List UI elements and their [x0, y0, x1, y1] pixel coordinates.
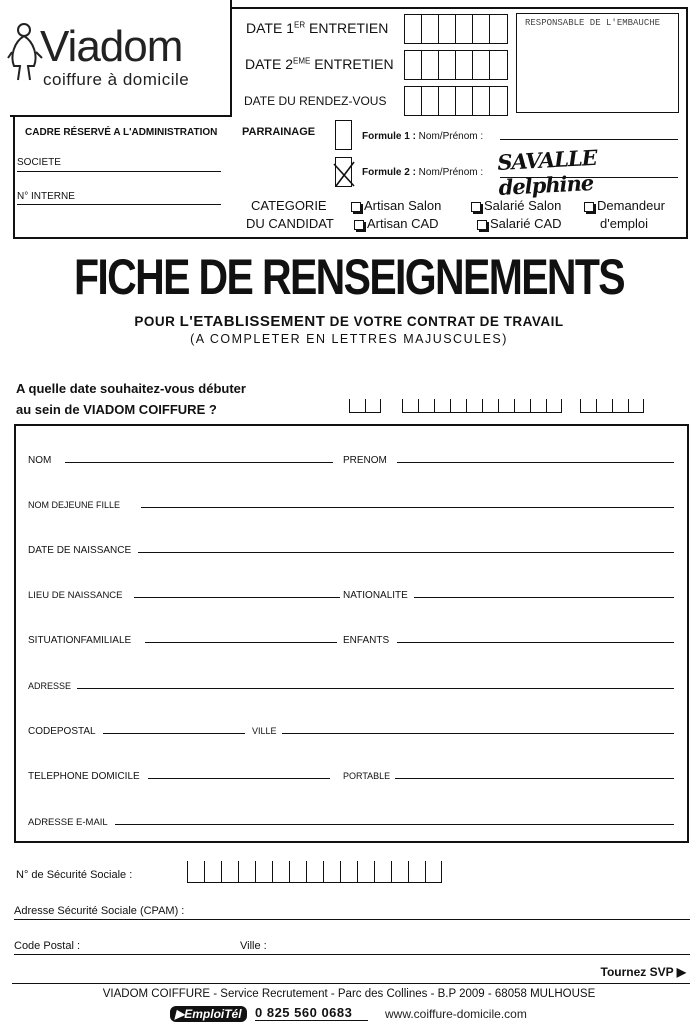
code-postal-label: CODEPOSTAL	[28, 726, 96, 737]
page-subtitle: POUR L'ETABLISSEMENT DE VOTRE CONTRAT DE TRAVAIL	[134, 313, 564, 330]
enfants-label: ENFANTS	[343, 635, 390, 646]
footer-phone: 0 825 560 0683	[255, 1005, 353, 1020]
responsable-box[interactable]	[516, 13, 679, 113]
start-year-boxes[interactable]	[580, 385, 644, 413]
date-naissance-label: DATE DE NAISSANCE	[28, 545, 132, 556]
societe-field[interactable]	[17, 171, 221, 172]
responsable-label: RESPONSABLE DE L'EMBAUCHE	[525, 18, 661, 28]
prenom-label: PRENOM	[343, 455, 387, 466]
checkbox-icon	[354, 220, 364, 230]
page-subtitle-note: (A COMPLETER EN LETTRES MAJUSCULES)	[190, 332, 508, 346]
logo-figure-icon	[6, 22, 44, 82]
prenom-field[interactable]	[397, 462, 674, 463]
phone-underline	[255, 1020, 368, 1021]
footer-website: www.coiffure-domicile.com	[385, 1007, 527, 1021]
societe-label: SOCIETE	[17, 157, 61, 168]
ville-label: VILLE	[252, 726, 277, 736]
checkbox-icon	[471, 202, 481, 212]
secu-number-boxes[interactable]	[187, 861, 442, 883]
formule1-field[interactable]	[500, 139, 678, 140]
email-field[interactable]	[115, 824, 674, 825]
portable-label: PORTABLE	[343, 771, 391, 781]
logo-tagline: coiffure à domicile	[43, 70, 190, 89]
footer-address: VIADOM COIFFURE - Service Recrutement - Parc des Collines - B.P 2009 - 68058 MULHOUSE	[102, 988, 596, 1000]
formule2-label: Formule 2 : Nom/Prénom :	[362, 167, 484, 178]
adresse-secu-label: Adresse Sécurité Sociale (CPAM) :	[14, 905, 185, 917]
categorie-label: CATEGORIE	[251, 198, 327, 213]
start-question-line2: au sein de VIADOM COIFFURE ?	[16, 402, 217, 417]
footer-divider	[12, 983, 690, 984]
date-naissance-field[interactable]	[138, 552, 674, 553]
start-question-line1: A quelle date souhaitez-vous débuter	[16, 381, 246, 396]
nationalite-field[interactable]	[414, 597, 674, 598]
checkbox-icon	[584, 202, 594, 212]
date-rdv-boxes[interactable]	[404, 86, 508, 116]
code-postal-field[interactable]	[103, 733, 245, 734]
date1-label: DATE 1ER ENTRETIEN	[246, 20, 389, 36]
date2-boxes[interactable]	[404, 50, 508, 80]
secu-label: N° de Sécurité Sociale :	[16, 869, 133, 881]
interne-field[interactable]	[17, 204, 221, 205]
nationalite-label: NATIONALITE	[343, 590, 408, 601]
cat-salarie-salon[interactable]: Salarié Salon	[471, 198, 561, 213]
cat-demandeur-emploi-label: d'emploi	[600, 216, 649, 231]
check-x-icon	[332, 160, 358, 188]
page-title: FICHE DE RENSEIGNEMENTS	[73, 249, 625, 305]
adresse-label: ADRESSE	[28, 681, 72, 691]
date-rdv-label: DATE DU RENDEZ-VOUS	[244, 94, 387, 108]
start-month-boxes[interactable]	[402, 385, 562, 413]
enfants-field[interactable]	[397, 642, 674, 643]
emploi-tel-badge: ▶EmploiTél	[170, 1006, 247, 1022]
parrainage-label: PARRAINAGE	[242, 126, 316, 138]
tel-domicile-field[interactable]	[148, 778, 330, 779]
candidat-label: DU CANDIDAT	[246, 216, 334, 231]
interne-label: N° INTERNE	[17, 191, 75, 202]
bottom-code-postal-label: Code Postal :	[14, 940, 81, 952]
formule1-checkbox[interactable]	[335, 120, 352, 150]
checkbox-icon	[477, 220, 487, 230]
nom-jeune-fille-label: NOM DEJEUNE FILLE	[28, 500, 121, 510]
date1-boxes[interactable]	[404, 14, 508, 44]
situation-field[interactable]	[145, 642, 337, 643]
ville-field[interactable]	[282, 733, 674, 734]
lieu-naissance-field[interactable]	[134, 597, 340, 598]
cat-artisan-cad[interactable]: Artisan CAD	[354, 216, 439, 231]
checkbox-icon	[351, 202, 361, 212]
adresse-secu-field[interactable]	[14, 919, 690, 920]
nom-jeune-fille-field[interactable]	[141, 507, 674, 508]
tel-domicile-label: TELEPHONE DOMICILE	[28, 771, 140, 782]
logo-brand: Viadom	[40, 22, 183, 71]
bottom-cp-ville-field[interactable]	[14, 954, 690, 955]
email-label: ADRESSE E-MAIL	[28, 817, 108, 828]
adresse-field[interactable]	[77, 688, 674, 689]
formule2-checkbox[interactable]	[335, 157, 352, 187]
tournez-svp: Tournez SVP ▶	[600, 965, 686, 979]
date2-label: DATE 2EME ENTRETIEN	[245, 56, 394, 72]
cat-demandeur[interactable]: Demandeur	[584, 198, 665, 213]
nom-label: NOM	[28, 455, 52, 466]
portable-field[interactable]	[395, 778, 674, 779]
cat-salarie-cad[interactable]: Salarié CAD	[477, 216, 562, 231]
formule2-handwritten-value: SAVALLE delphine	[496, 144, 598, 200]
formule1-label: Formule 1 : Nom/Prénom :	[362, 131, 484, 142]
cat-artisan-salon[interactable]: Artisan Salon	[351, 198, 441, 213]
start-day-boxes[interactable]	[349, 385, 381, 413]
lieu-naissance-label: LIEU DE NAISSANCE	[28, 590, 123, 601]
admin-title: CADRE RÉSERVÉ A L'ADMINISTRATION	[25, 127, 218, 138]
bottom-ville-label: Ville :	[240, 940, 267, 952]
situation-label: SITUATIONFAMILIALE	[28, 635, 132, 646]
nom-field[interactable]	[65, 462, 333, 463]
